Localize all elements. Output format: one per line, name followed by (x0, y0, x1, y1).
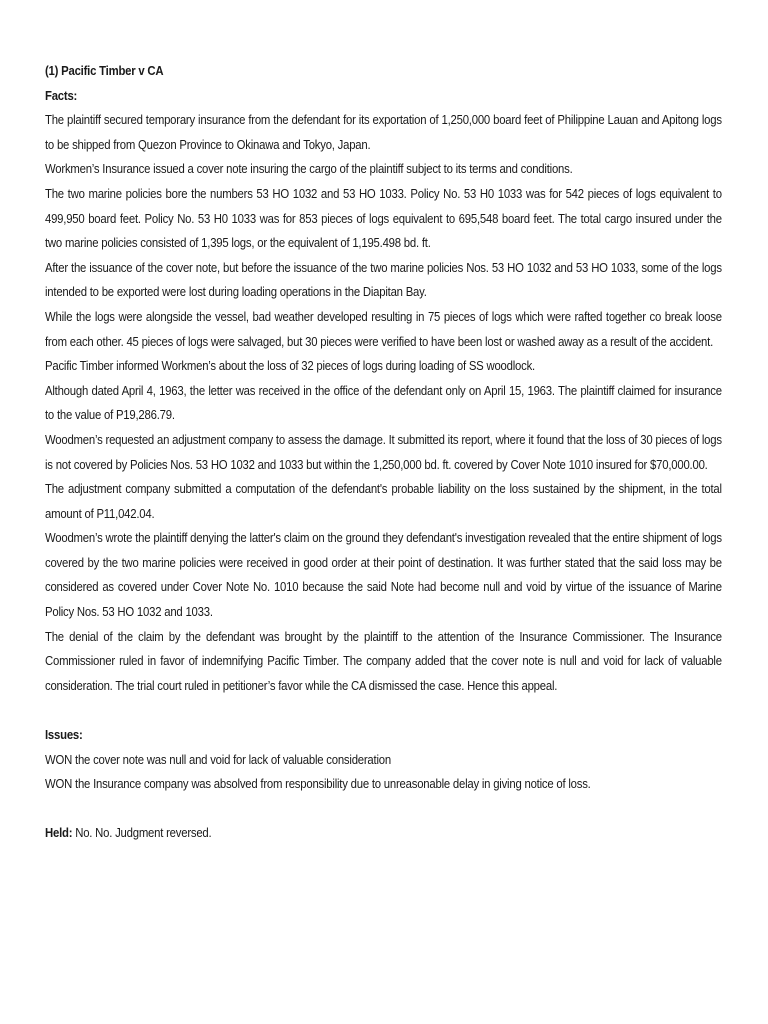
spacer (45, 698, 722, 723)
facts-paragraph-9: The adjustment company submitted a computation of the defendant's probable liability on the loss sustained by the shipment, in the total amount of P11,042.04. (45, 481, 722, 521)
facts-heading: Facts: (45, 87, 78, 103)
spacer (45, 797, 722, 822)
facts-paragraph-1: The plaintiff secured temporary insurance from the defendant for its exportation of 1,250,000 board feet of Philippine Lauan and Apitong logs to be shipped from Quezon Province to Okinawa and Tokyo, Japan. (45, 112, 722, 152)
facts-paragraph-5: While the logs were alongside the vessel, bad weather developed resulting in 75 pieces of logs which were rafted together co break loose from each other. 45 pieces of logs were salvaged, but 30 pieces were verified to have been lost or washed away as a result of the accident. (45, 308, 722, 349)
held-line (45, 821, 722, 846)
held-text: No. No. Judgment reversed. (72, 825, 212, 841)
issues-heading: Issues: (45, 727, 83, 743)
facts-paragraph-4: After the issuance of the cover note, but before the issuance of the two marine policies Nos. 53 HO 1032 and 53 HO 1033, some of the logs intended to be exported were lost during loading operations in the Diapitan Bay. (45, 259, 722, 300)
held-label: Held: (45, 825, 73, 841)
case-title: (1) Pacific Timber v CA (45, 63, 164, 78)
issue-item-1: WON the cover note was null and void for lack of valuable consideration (45, 751, 391, 767)
facts-paragraph-7: Although dated April 4, 1963, the letter was received in the office of the defendant only on April 15, 1963. The plaintiff claimed for insurance to the value of P19,286.79. (45, 382, 722, 423)
issue-item-2: WON the Insurance company was absolved from responsibility due to unreasonable delay in giving notice of loss. (45, 776, 591, 792)
document-page (45, 59, 722, 846)
facts-paragraph-11: The denial of the claim by the defendant was brought by the plaintiff to the attention of the Insurance Commissioner. The Insurance Commissioner ruled in favor of indemnifying Pacific Timber. The company added that the cover note is null and void for lack of valuable consideration. The trial court ruled in petitioner’s favor while the CA dismissed the case. Hence this appeal. (45, 628, 722, 693)
facts-paragraph-6: Pacific Timber informed Workmen’s about the loss of 32 pieces of logs during loading of SS woodlock. (45, 358, 535, 374)
facts-paragraph-2: Workmen’s Insurance issued a cover note insuring the cargo of the plaintiff subject to its terms and conditions. (45, 161, 573, 177)
facts-paragraph-10: Woodmen’s wrote the plaintiff denying the latter's claim on the ground they defendant's investigation revealed that the entire shipment of logs covered by the two marine policies were received in good order at their point of destination. It was further stated that the said loss may be considered as covered under Cover Note No. 1010 because the said Note had become null and void by virtue of the issuance of Marine Policy Nos. 53 HO 1032 and 1033. (45, 530, 722, 620)
facts-paragraph-8: Woodmen’s requested an adjustment company to assess the damage. It submitted its report, where it found that the loss of 30 pieces of logs is not covered by Policies Nos. 53 HO 1032 and 1033 but within the 1,250,000 bd. ft. covered by Cover Note 1010 insured for $70,000.00. (45, 431, 722, 472)
facts-paragraph-3: The two marine policies bore the numbers 53 HO 1032 and 53 HO 1033. Policy No. 53 H0 1033 was for 542 pieces of logs equivalent to 499,950 board feet. Policy No. 53 H0 1033 was for 853 pieces of logs equivalent to 695,548 board feet. The total cargo insured under the two marine policies consisted of 1,395 logs, or the equivalent of 1,195.498 bd. ft. (45, 185, 722, 251)
